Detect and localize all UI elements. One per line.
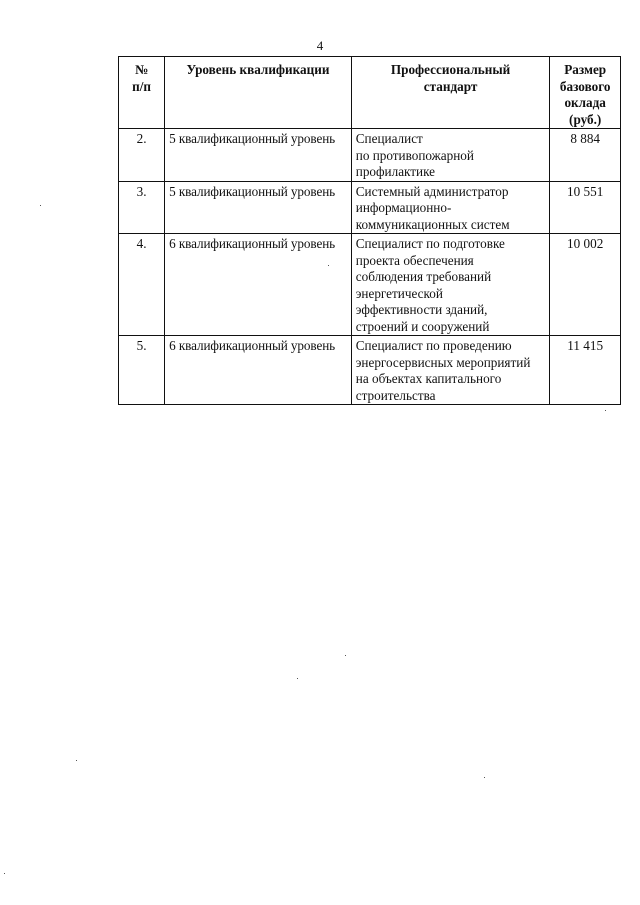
row-professional-standard: Специалист по подготовке проекта обеспечения соблюдения требований энергетической эффективности зданий, строений и сооружений: [351, 234, 550, 336]
row-base-salary: 10 551: [550, 181, 621, 234]
table-row: [119, 181, 621, 234]
row-qualification-level: 5 квалификационный уровень: [165, 129, 352, 182]
header-qualification-level: Уровень квалификации: [165, 57, 352, 129]
scan-speck: [40, 205, 41, 206]
table-row: [119, 336, 621, 405]
page-number: 4: [316, 38, 324, 53]
scan-speck: [484, 777, 485, 778]
scan-speck: [297, 678, 298, 679]
row-professional-standard: Системный администратор информационно- коммуникационных систем: [351, 181, 550, 234]
table-header-row: [119, 57, 621, 129]
scan-speck: [605, 410, 606, 411]
table-row: [119, 234, 621, 336]
qualification-salary-table: [118, 56, 621, 405]
scan-speck: [76, 760, 77, 761]
row-base-salary: 10 002: [550, 234, 621, 336]
scan-speck: [328, 265, 329, 266]
row-qualification-level: 6 квалификационный уровень: [165, 336, 352, 405]
header-professional-standard: Профессиональный стандарт: [351, 57, 550, 129]
scan-speck: [345, 655, 346, 656]
row-number: 2.: [119, 129, 165, 182]
row-number: 4.: [119, 234, 165, 336]
row-base-salary: 8 884: [550, 129, 621, 182]
row-base-salary: 11 415: [550, 336, 621, 405]
row-professional-standard: Специалист по противопожарной профилактике: [351, 129, 550, 182]
row-qualification-level: 6 квалификационный уровень: [165, 234, 352, 336]
header-number: № п/п: [119, 57, 165, 129]
row-number: 5.: [119, 336, 165, 405]
row-number: 3.: [119, 181, 165, 234]
row-qualification-level: 5 квалификационный уровень: [165, 181, 352, 234]
header-base-salary: Размер базового оклада (руб.): [550, 57, 621, 129]
table-row: [119, 129, 621, 182]
scan-speck: [4, 873, 5, 874]
row-professional-standard: Специалист по проведению энергосервисных мероприятий на объектах капитального строительства: [351, 336, 550, 405]
